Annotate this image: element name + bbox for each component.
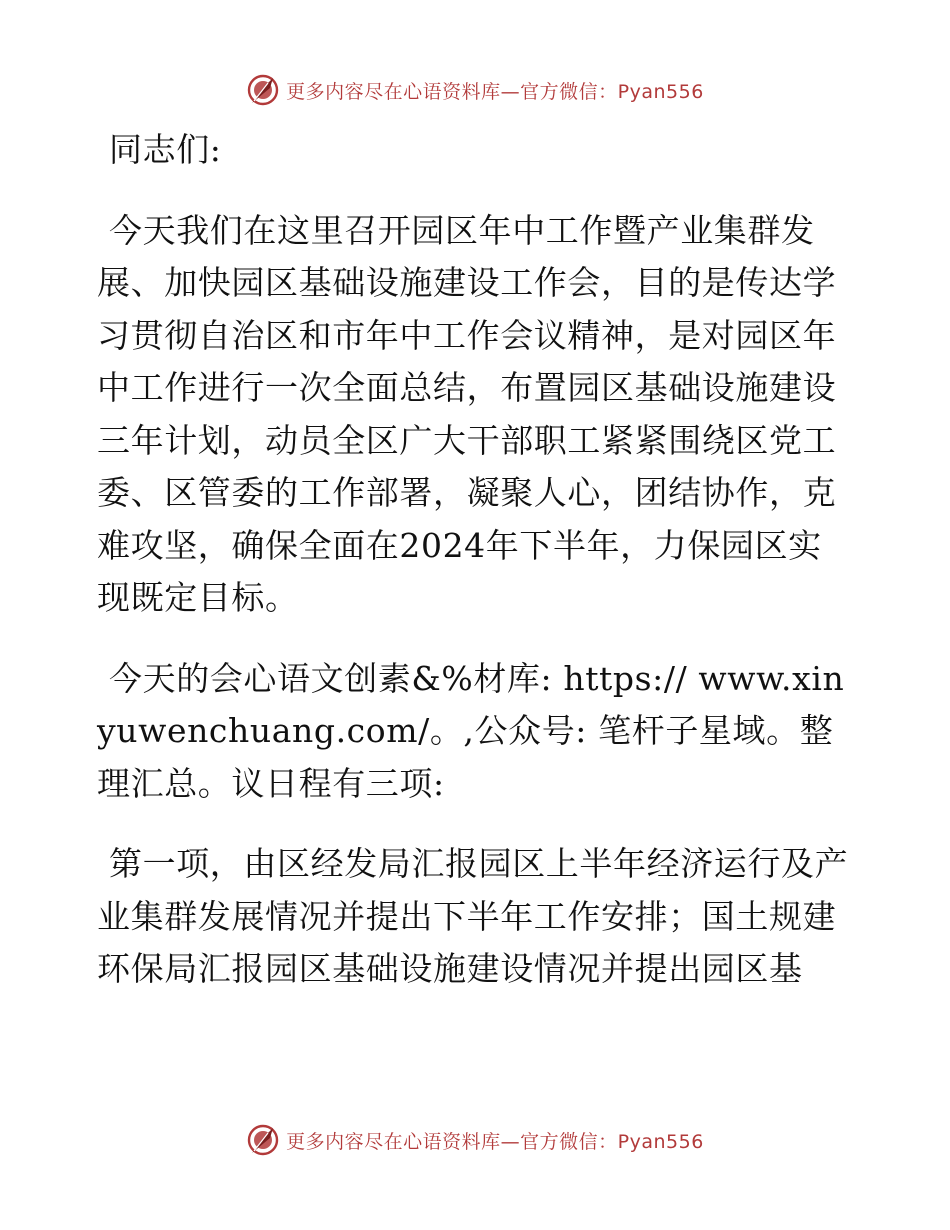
quill-logo-icon: [246, 73, 280, 107]
paragraph-3: 第一项，由区经发局汇报园区上半年经济运行及产业集群发展情况并提出下半年工作安排；国土规建环保局汇报园区基础设施建设情况并提出园区基: [97, 844, 849, 988]
quill-logo-icon: [246, 1123, 280, 1157]
paragraph-2: 今天的会心语文创素&%材库: https:// www.xinyuwenchuang.com/。,公众号: 笔杆子星域。整理汇总。议日程有三项:: [97, 658, 845, 803]
paragraph-1: 今天我们在这里召开园区年中工作暨产业集群发展、加快园区基础设施建设工作会，目的是传达学习贯彻自治区和市年中工作会议精神，是对园区年中工作进行一次全面总结，布置园区基础设施建设三年计划，动员全区广大干部职工紧紧围绕区党工委、区管委的工作部署，凝聚人心，团结协作，克难攻坚，确保全面在2024年下半年，力保园区实现既定目标。: [97, 210, 837, 617]
greeting: 同志们:: [109, 130, 222, 169]
header-banner-text: 更多内容尽在心语资料库—官方微信：Pyan556: [286, 80, 704, 103]
document-body: [97, 124, 853, 1024]
footer-banner: [0, 1120, 950, 1160]
footer-banner-text: 更多内容尽在心语资料库—官方微信：Pyan556: [286, 1130, 704, 1153]
header-banner: [0, 70, 950, 110]
